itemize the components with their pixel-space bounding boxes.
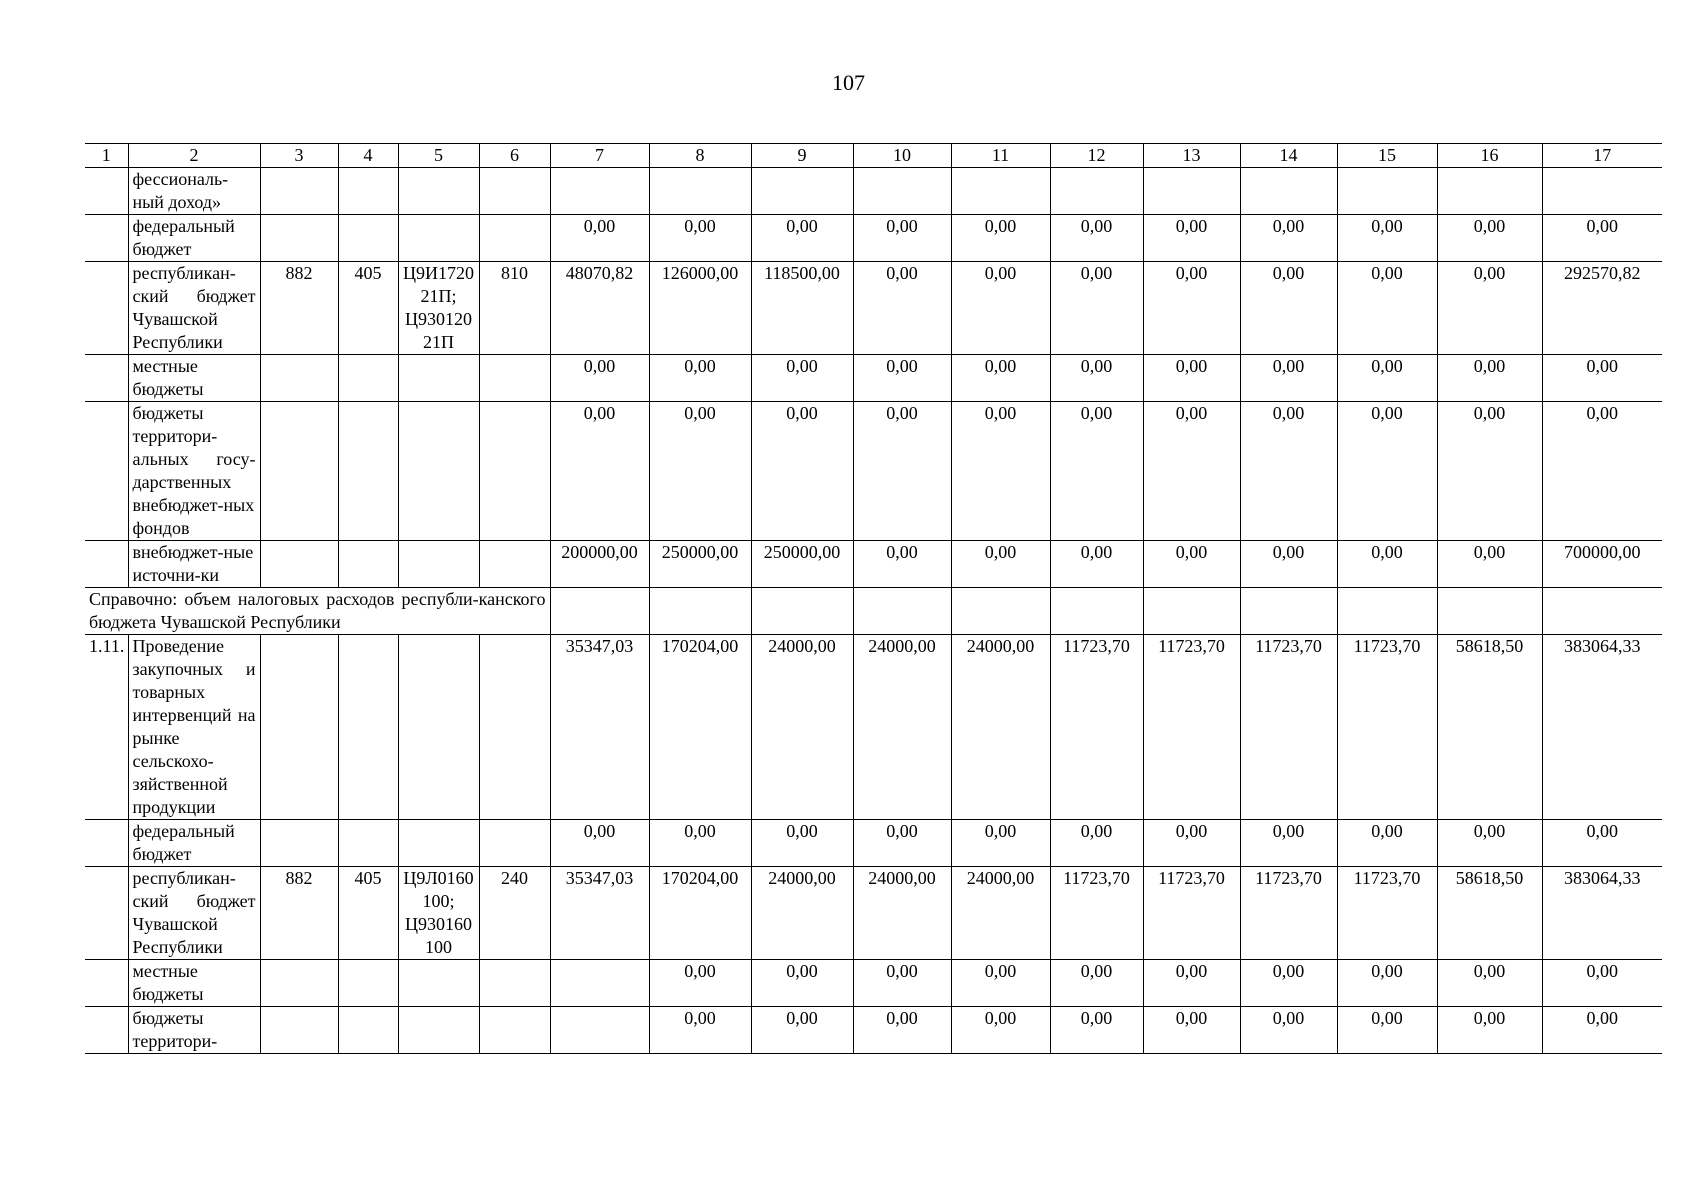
section-code (338, 960, 398, 1007)
target-article-code (398, 1007, 479, 1054)
expense-type-code: 240 (479, 867, 550, 960)
value-cell: 11723,70 (1337, 635, 1437, 820)
row-label: местные бюджеты (128, 960, 260, 1007)
value-cell: 0,00 (1050, 215, 1143, 262)
value-cell: 24000,00 (853, 635, 951, 820)
column-header: 1 (85, 144, 128, 168)
value-cell (853, 588, 951, 635)
value-cell (649, 168, 751, 215)
value-cell: 0,00 (1337, 215, 1437, 262)
row-label: бюджеты территори-альных госу-дарственных внебюджет-ных фондов (128, 402, 260, 541)
table-row (85, 867, 1662, 960)
value-cell: 0,00 (550, 402, 649, 541)
column-header: 4 (338, 144, 398, 168)
value-cell (853, 168, 951, 215)
value-cell: 35347,03 (550, 635, 649, 820)
target-article-code (398, 168, 479, 215)
code-cell (260, 635, 338, 820)
value-cell: 0,00 (1337, 355, 1437, 402)
column-header: 3 (260, 144, 338, 168)
column-header: 11 (951, 144, 1050, 168)
table-row (85, 168, 1662, 215)
column-header: 5 (398, 144, 479, 168)
value-cell: 24000,00 (751, 867, 853, 960)
value-cell: 0,00 (751, 820, 853, 867)
section-code (338, 215, 398, 262)
grbs-code (260, 820, 338, 867)
value-cell: 0,00 (1240, 960, 1337, 1007)
value-cell (951, 168, 1050, 215)
section-code (338, 1007, 398, 1054)
row-label: внебюджет-ные источни-ки (128, 541, 260, 588)
value-cell: 11723,70 (1143, 867, 1240, 960)
value-cell: 0,00 (853, 262, 951, 355)
value-cell (1240, 168, 1337, 215)
value-cell: 0,00 (1337, 402, 1437, 541)
value-cell (550, 168, 649, 215)
value-cell (1337, 168, 1437, 215)
value-cell: 0,00 (1542, 215, 1662, 262)
column-header: 17 (1542, 144, 1662, 168)
row-label: федеральный бюджет (128, 820, 260, 867)
value-cell: 0,00 (1337, 820, 1437, 867)
value-cell: 0,00 (550, 355, 649, 402)
expense-type-code (479, 541, 550, 588)
expense-type-code (479, 355, 550, 402)
value-cell: 0,00 (751, 960, 853, 1007)
value-cell: 0,00 (751, 355, 853, 402)
value-cell: 0,00 (1240, 541, 1337, 588)
value-cell: 0,00 (550, 215, 649, 262)
value-cell: 0,00 (1542, 355, 1662, 402)
value-cell (1542, 168, 1662, 215)
row-index (85, 960, 128, 1007)
grbs-code (260, 402, 338, 541)
row-label: бюджеты территори- (128, 1007, 260, 1054)
target-article-code (398, 820, 479, 867)
section-code: 405 (338, 262, 398, 355)
column-header: 12 (1050, 144, 1143, 168)
value-cell: 35347,03 (550, 867, 649, 960)
value-cell (1437, 168, 1542, 215)
value-cell (550, 1007, 649, 1054)
grbs-code (260, 215, 338, 262)
value-cell: 700000,00 (1542, 541, 1662, 588)
reference-note: Справочно: объем налоговых расходов республи-канского бюджета Чувашской Республики (85, 588, 550, 635)
value-cell: 0,00 (853, 541, 951, 588)
table-row (85, 960, 1662, 1007)
value-cell: 0,00 (1050, 1007, 1143, 1054)
row-index (85, 168, 128, 215)
target-article-code (398, 215, 479, 262)
value-cell (751, 588, 853, 635)
section-code (338, 355, 398, 402)
value-cell: 250000,00 (751, 541, 853, 588)
value-cell: 48070,82 (550, 262, 649, 355)
column-header: 13 (1143, 144, 1240, 168)
value-cell: 0,00 (649, 960, 751, 1007)
reference-note-row (85, 588, 1662, 635)
value-cell (550, 588, 649, 635)
page-number: 107 (832, 70, 865, 95)
value-cell: 0,00 (1337, 262, 1437, 355)
column-header: 6 (479, 144, 550, 168)
value-cell (1437, 588, 1542, 635)
value-cell (1337, 588, 1437, 635)
value-cell (1542, 588, 1662, 635)
value-cell: 0,00 (1337, 541, 1437, 588)
value-cell: 0,00 (649, 215, 751, 262)
value-cell: 292570,82 (1542, 262, 1662, 355)
value-cell: 0,00 (1050, 262, 1143, 355)
value-cell: 0,00 (1050, 541, 1143, 588)
value-cell: 126000,00 (649, 262, 751, 355)
value-cell: 0,00 (853, 355, 951, 402)
value-cell: 58618,50 (1437, 635, 1542, 820)
expense-type-code (479, 215, 550, 262)
value-cell: 0,00 (649, 402, 751, 541)
table-row (85, 541, 1662, 588)
value-cell: 0,00 (550, 820, 649, 867)
grbs-code: 882 (260, 262, 338, 355)
value-cell: 0,00 (1542, 402, 1662, 541)
value-cell: 0,00 (1437, 402, 1542, 541)
value-cell (1050, 168, 1143, 215)
value-cell (649, 588, 751, 635)
target-article-code (398, 541, 479, 588)
column-header: 8 (649, 144, 751, 168)
value-cell: 11723,70 (1240, 635, 1337, 820)
grbs-code (260, 168, 338, 215)
expense-type-code (479, 820, 550, 867)
value-cell: 0,00 (853, 820, 951, 867)
value-cell: 170204,00 (649, 635, 751, 820)
value-cell: 0,00 (1337, 1007, 1437, 1054)
column-header: 2 (128, 144, 260, 168)
table-body (85, 144, 1662, 1054)
section-code (338, 820, 398, 867)
value-cell: 0,00 (1240, 402, 1337, 541)
value-cell: 0,00 (1143, 215, 1240, 262)
column-header: 10 (853, 144, 951, 168)
code-cell (398, 635, 479, 820)
expense-type-code (479, 402, 550, 541)
section-title: Проведение закупочных и товарных интервенций на рынке сельскохо-зяйственной продукции (128, 635, 260, 820)
section-code (338, 168, 398, 215)
value-cell: 0,00 (951, 1007, 1050, 1054)
value-cell: 0,00 (951, 262, 1050, 355)
value-cell: 0,00 (1437, 215, 1542, 262)
value-cell: 0,00 (1050, 820, 1143, 867)
row-index (85, 541, 128, 588)
value-cell (550, 960, 649, 1007)
value-cell: 0,00 (951, 960, 1050, 1007)
column-header-row (85, 144, 1662, 168)
value-cell: 0,00 (853, 215, 951, 262)
value-cell: 0,00 (1240, 1007, 1337, 1054)
value-cell: 118500,00 (751, 262, 853, 355)
row-index (85, 1007, 128, 1054)
row-index (85, 215, 128, 262)
value-cell: 0,00 (1542, 820, 1662, 867)
value-cell: 383064,33 (1542, 635, 1662, 820)
expense-type-code (479, 1007, 550, 1054)
value-cell: 0,00 (1143, 541, 1240, 588)
target-article-code (398, 960, 479, 1007)
value-cell: 0,00 (1143, 402, 1240, 541)
value-cell: 0,00 (1240, 820, 1337, 867)
section-code (338, 541, 398, 588)
row-label: фессиональ-ный доход» (128, 168, 260, 215)
value-cell: 0,00 (951, 355, 1050, 402)
row-label: федеральный бюджет (128, 215, 260, 262)
value-cell: 0,00 (1240, 262, 1337, 355)
value-cell (1050, 588, 1143, 635)
value-cell: 58618,50 (1437, 867, 1542, 960)
value-cell: 24000,00 (853, 867, 951, 960)
grbs-code: 882 (260, 867, 338, 960)
value-cell: 0,00 (751, 215, 853, 262)
value-cell: 0,00 (1050, 402, 1143, 541)
value-cell: 0,00 (1143, 960, 1240, 1007)
section-code (338, 402, 398, 541)
value-cell: 0,00 (1143, 355, 1240, 402)
table-row (85, 402, 1662, 541)
value-cell: 383064,33 (1542, 867, 1662, 960)
section-row (85, 635, 1662, 820)
row-index (85, 262, 128, 355)
target-article-code: Ц9Л0160 100; Ц930160 100 (398, 867, 479, 960)
grbs-code (260, 355, 338, 402)
value-cell: 11723,70 (1240, 867, 1337, 960)
value-cell: 0,00 (951, 541, 1050, 588)
row-index (85, 867, 128, 960)
section-code: 405 (338, 867, 398, 960)
value-cell: 0,00 (1437, 960, 1542, 1007)
row-index (85, 402, 128, 541)
value-cell: 0,00 (1437, 262, 1542, 355)
value-cell: 11723,70 (1050, 867, 1143, 960)
value-cell: 0,00 (751, 402, 853, 541)
value-cell: 0,00 (1542, 960, 1662, 1007)
value-cell: 24000,00 (951, 867, 1050, 960)
value-cell: 11723,70 (1337, 867, 1437, 960)
value-cell: 0,00 (1050, 960, 1143, 1007)
row-label: республикан-ский бюджет Чувашской Республики (128, 867, 260, 960)
table-row (85, 1007, 1662, 1054)
section-index: 1.11. (85, 635, 128, 820)
value-cell: 0,00 (1437, 820, 1542, 867)
row-index (85, 820, 128, 867)
value-cell: 0,00 (751, 1007, 853, 1054)
value-cell: 0,00 (1437, 1007, 1542, 1054)
value-cell: 0,00 (1437, 355, 1542, 402)
target-article-code (398, 402, 479, 541)
value-cell: 0,00 (1437, 541, 1542, 588)
value-cell: 0,00 (951, 402, 1050, 541)
value-cell (951, 588, 1050, 635)
value-cell: 24000,00 (951, 635, 1050, 820)
budget-table (85, 143, 1662, 1054)
code-cell (338, 635, 398, 820)
value-cell: 0,00 (649, 820, 751, 867)
value-cell: 0,00 (649, 1007, 751, 1054)
value-cell: 170204,00 (649, 867, 751, 960)
value-cell: 200000,00 (550, 541, 649, 588)
value-cell: 250000,00 (649, 541, 751, 588)
row-label: местные бюджеты (128, 355, 260, 402)
table-row (85, 215, 1662, 262)
value-cell: 0,00 (1143, 1007, 1240, 1054)
target-article-code (398, 355, 479, 402)
value-cell: 0,00 (1050, 355, 1143, 402)
value-cell: 0,00 (853, 960, 951, 1007)
value-cell: 0,00 (1143, 262, 1240, 355)
value-cell: 0,00 (649, 355, 751, 402)
table-row (85, 355, 1662, 402)
value-cell: 0,00 (853, 402, 951, 541)
row-label: республикан-ский бюджет Чувашской Республики (128, 262, 260, 355)
grbs-code (260, 1007, 338, 1054)
code-cell (479, 635, 550, 820)
row-index (85, 355, 128, 402)
grbs-code (260, 541, 338, 588)
expense-type-code (479, 168, 550, 215)
value-cell (1143, 588, 1240, 635)
column-header: 9 (751, 144, 853, 168)
value-cell (1240, 588, 1337, 635)
value-cell (1143, 168, 1240, 215)
column-header: 7 (550, 144, 649, 168)
expense-type-code (479, 960, 550, 1007)
grbs-code (260, 960, 338, 1007)
table-row (85, 820, 1662, 867)
value-cell: 0,00 (951, 215, 1050, 262)
value-cell: 0,00 (1240, 355, 1337, 402)
value-cell: 11723,70 (1143, 635, 1240, 820)
value-cell (751, 168, 853, 215)
target-article-code: Ц9И1720 21П; Ц930120 21П (398, 262, 479, 355)
value-cell: 0,00 (853, 1007, 951, 1054)
value-cell: 0,00 (951, 820, 1050, 867)
column-header: 16 (1437, 144, 1542, 168)
column-header: 15 (1337, 144, 1437, 168)
column-header: 14 (1240, 144, 1337, 168)
expense-type-code: 810 (479, 262, 550, 355)
table-row (85, 262, 1662, 355)
value-cell: 0,00 (1542, 1007, 1662, 1054)
value-cell: 0,00 (1240, 215, 1337, 262)
value-cell: 11723,70 (1050, 635, 1143, 820)
value-cell: 0,00 (1143, 820, 1240, 867)
value-cell: 0,00 (1337, 960, 1437, 1007)
value-cell: 24000,00 (751, 635, 853, 820)
